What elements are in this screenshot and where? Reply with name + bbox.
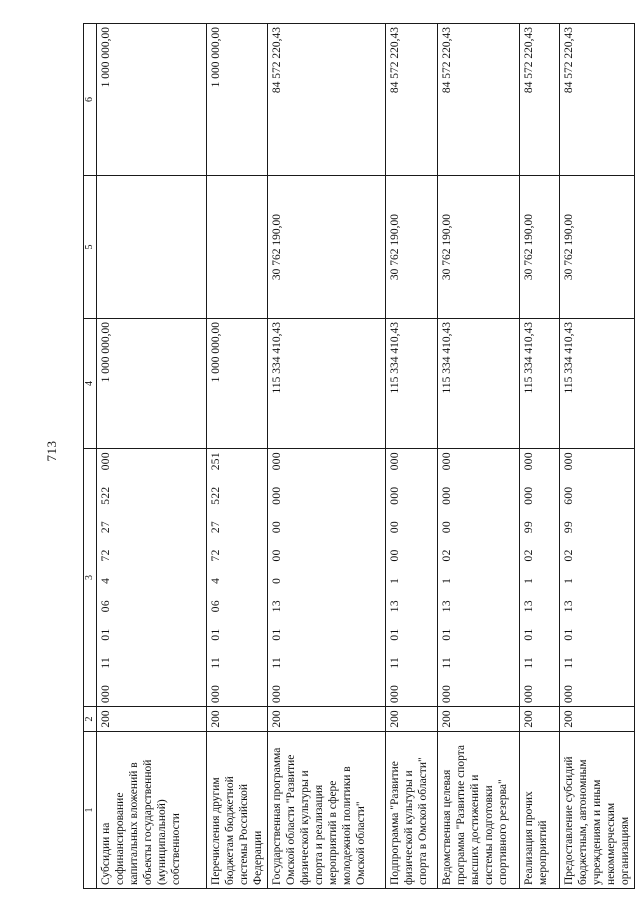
row-amount-col5: 30 762 190,00 (520, 176, 560, 319)
budget-code-part: 11 (563, 656, 576, 669)
header-col-5: 5 (84, 176, 97, 319)
budget-code (270, 452, 284, 703)
budget-code-part: 02 (441, 549, 454, 562)
budget-code-part: 72 (210, 549, 222, 562)
row-line-code-cell: 200 (97, 707, 207, 732)
budget-code-part: 000 (563, 452, 576, 471)
budget-code-part: 000 (271, 452, 284, 471)
row-amount-col5: 30 762 190,00 (268, 176, 386, 319)
budget-code-part: 522 (100, 486, 112, 505)
row-budget-code-cell (207, 449, 268, 707)
budget-code-part: 000 (100, 452, 112, 471)
header-col-2: 2 (84, 707, 97, 732)
budget-code-part: 251 (210, 452, 222, 471)
table-row (97, 24, 207, 889)
table-row (560, 24, 635, 889)
budget-code-part: 000 (100, 684, 112, 703)
budget-code-part: 11 (441, 656, 454, 669)
row-amount-col5: 30 762 190,00 (438, 176, 520, 319)
row-line-code-cell: 200 (560, 707, 635, 732)
budget-code-part: 000 (523, 684, 536, 703)
budget-code-part: 11 (523, 656, 536, 669)
budget-code-part: 000 (210, 684, 222, 703)
budget-code (440, 452, 454, 703)
budget-code-part: 522 (210, 486, 222, 505)
budget-code-part: 06 (100, 600, 112, 613)
budget-code (99, 452, 113, 703)
budget-code-part: 72 (100, 549, 112, 562)
budget-code-part: 00 (271, 549, 284, 562)
row-line-code-cell: 200 (438, 707, 520, 732)
budget-code-part: 01 (441, 628, 454, 641)
budget-code-part: 000 (389, 684, 402, 703)
budget-code-part: 000 (563, 684, 576, 703)
row-amount-col6: 1 000 000,00 (207, 24, 268, 176)
row-budget-code-cell (386, 449, 438, 707)
table-row (207, 24, 268, 889)
row-amount-col6: 84 572 220,43 (268, 24, 386, 176)
budget-code-part: 27 (210, 520, 222, 534)
row-amount-col4: 1 000 000,00 (97, 319, 207, 449)
row-amount-col4: 115 334 410,43 (438, 319, 520, 449)
budget-code-part: 00 (441, 520, 454, 534)
budget-code-part: 99 (523, 520, 536, 534)
budget-code-part: 02 (523, 549, 536, 562)
budget-code-part: 27 (100, 520, 112, 534)
budget-code-part: 00 (389, 549, 402, 562)
budget-code-part: 000 (389, 452, 402, 471)
row-budget-code-cell (438, 449, 520, 707)
page-number: 713 (44, 440, 59, 462)
row-name-cell: Ведомственная целевая программа "Развитие спорта высших достижений и системы подготовки спортивного резерва" (438, 732, 520, 889)
header-col-4: 4 (84, 319, 97, 449)
budget-code-part: 06 (210, 600, 222, 613)
budget-code-part: 01 (563, 628, 576, 641)
budget-code-part: 000 (441, 684, 454, 703)
row-budget-code-cell (97, 449, 207, 707)
budget-code-part: 13 (563, 600, 576, 613)
row-name-cell: Субсидии на софинансирование капитальных вложений в объекты государственной (муниципальной) собственности (97, 732, 207, 889)
row-name-cell: Реализация прочих мероприятий (520, 732, 560, 889)
budget-code-part: 000 (523, 486, 536, 505)
table-row (268, 24, 386, 889)
row-amount-col6: 84 572 220,43 (520, 24, 560, 176)
budget-code-part: 000 (441, 486, 454, 505)
budget-code-part: 99 (563, 520, 576, 534)
header-col-6: 6 (84, 24, 97, 176)
row-amount-col4: 115 334 410,43 (560, 319, 635, 449)
budget-code-part: 000 (441, 452, 454, 471)
table-row (438, 24, 520, 889)
budget-code-part: 00 (271, 520, 284, 534)
row-amount-col6: 84 572 220,43 (560, 24, 635, 176)
budget-code-part: 4 (100, 577, 112, 584)
budget-code-part: 4 (210, 577, 222, 584)
row-name-cell: Государственная программа Омской области "Развитие физической культуры и спорта и реализация мероприятий в сфере молодежной политики в Омской области" (268, 732, 386, 889)
budget-code-part: 1 (523, 577, 536, 584)
table-row (520, 24, 560, 889)
row-amount-col5: 30 762 190,00 (560, 176, 635, 319)
table-row (386, 24, 438, 889)
row-amount-col4: 115 334 410,43 (520, 319, 560, 449)
row-name-cell: Подпрограмма "Развитие физической культуры и спорта в Омской области" (386, 732, 438, 889)
header-col-3: 3 (84, 449, 97, 707)
row-budget-code-cell (268, 449, 386, 707)
budget-code (209, 452, 223, 703)
budget-code-part: 13 (441, 600, 454, 613)
budget-code-part: 01 (389, 628, 402, 641)
row-budget-code-cell (560, 449, 635, 707)
row-name-cell: Перечисления другим бюджетам бюджетной системы Российской Федерации (207, 732, 268, 889)
budget-code (388, 452, 402, 703)
budget-code (522, 452, 536, 703)
budget-code-part: 13 (523, 600, 536, 613)
budget-code-part: 000 (271, 486, 284, 505)
row-amount-col6: 84 572 220,43 (438, 24, 520, 176)
budget-code-part: 11 (389, 656, 402, 669)
budget-code-part: 00 (389, 520, 402, 534)
row-amount-col6: 1 000 000,00 (97, 24, 207, 176)
row-line-code-cell: 200 (268, 707, 386, 732)
row-amount-col4: 115 334 410,43 (268, 319, 386, 449)
row-amount-col6: 84 572 220,43 (386, 24, 438, 176)
budget-code-part: 000 (271, 684, 284, 703)
budget-code-part: 01 (210, 628, 222, 641)
row-budget-code-cell (520, 449, 560, 707)
budget-code-part: 000 (523, 452, 536, 471)
budget-code-part: 01 (271, 628, 284, 641)
budget-code-part: 1 (441, 577, 454, 584)
budget-code-part: 000 (389, 486, 402, 505)
row-amount-col4: 1 000 000,00 (207, 319, 268, 449)
budget-code-part: 13 (389, 600, 402, 613)
rotated-page-content (83, 24, 632, 889)
budget-code-part: 13 (271, 600, 284, 613)
row-line-code-cell: 200 (386, 707, 438, 732)
budget-code-part: 11 (210, 656, 222, 669)
budget-table (83, 23, 635, 889)
budget-code-part: 01 (100, 628, 112, 641)
row-amount-col5: 30 762 190,00 (386, 176, 438, 319)
budget-code (562, 452, 576, 703)
budget-code-part: 600 (563, 486, 576, 505)
budget-code-part: 01 (523, 628, 536, 641)
header-col-1: 1 (84, 732, 97, 889)
table-body (97, 24, 635, 889)
budget-code-part: 1 (389, 577, 402, 584)
budget-code-part: 0 (271, 577, 284, 584)
row-name-cell: Предоставление субсидий бюджетным, автономным учреждениям и иным некоммерческим организациям (560, 732, 635, 889)
budget-code-part: 02 (563, 549, 576, 562)
row-line-code-cell: 200 (207, 707, 268, 732)
row-amount-col5 (97, 176, 207, 319)
budget-code-part: 11 (271, 656, 284, 669)
budget-code-part: 1 (563, 577, 576, 584)
row-amount-col4: 115 334 410,43 (386, 319, 438, 449)
header-row (84, 24, 97, 889)
row-line-code-cell: 200 (520, 707, 560, 732)
row-amount-col5 (207, 176, 268, 319)
budget-code-part: 11 (100, 656, 112, 669)
